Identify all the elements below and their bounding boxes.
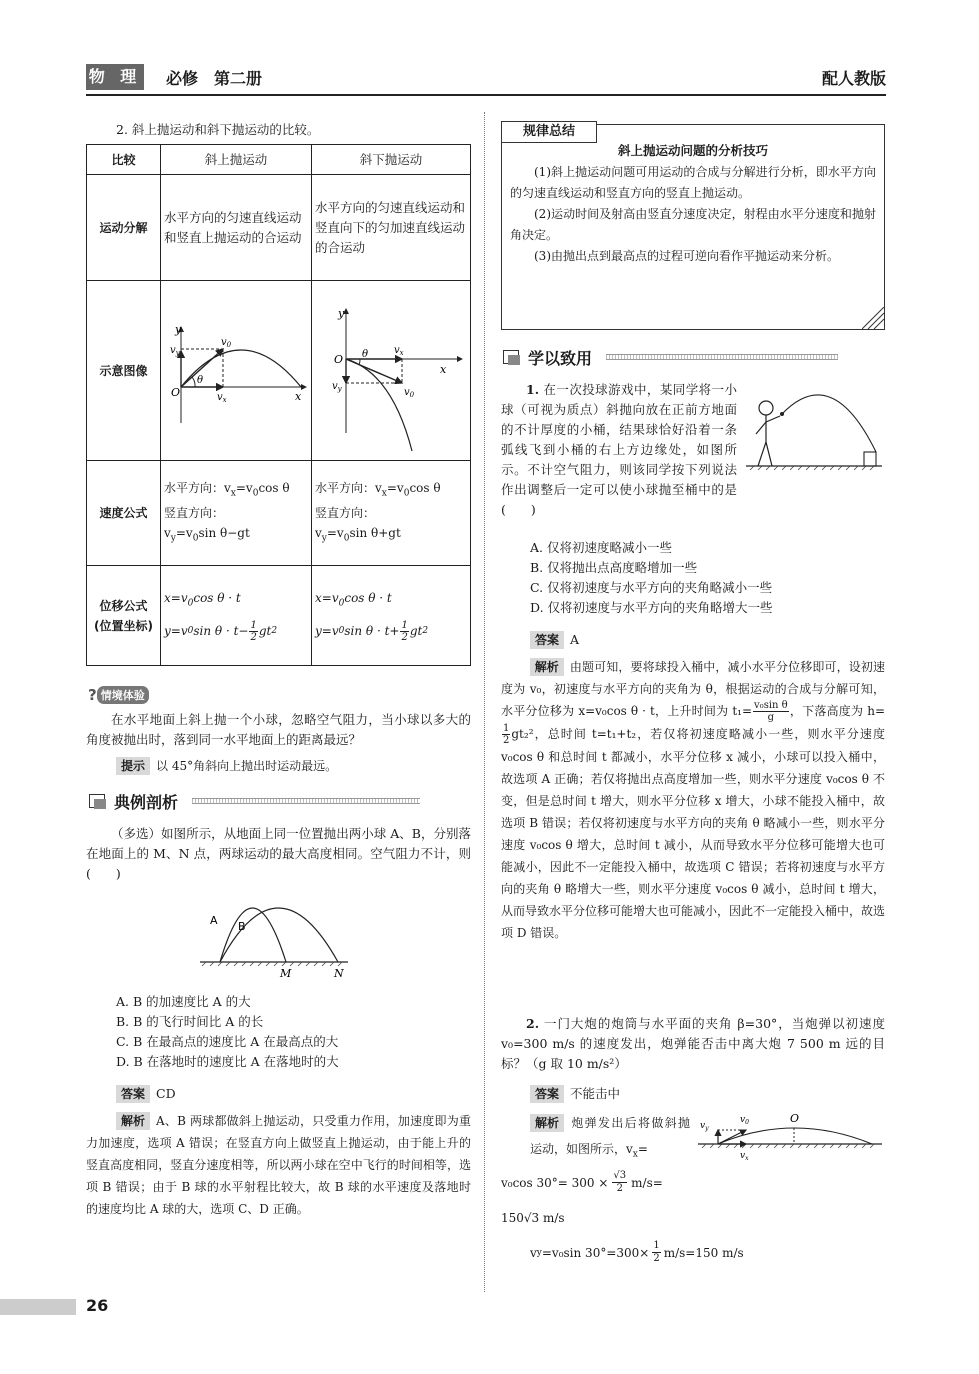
- fraction: $\frac{\text{v₀sin θ}}{g}$: [754, 700, 788, 723]
- table-header-cell: 斜下抛运动: [312, 145, 471, 175]
- axis-label-x: x: [440, 362, 447, 376]
- column-divider: [484, 112, 485, 1292]
- example-options: [116, 992, 471, 1072]
- hint-text: 以 45°角斜向上抛出时运动最远。: [156, 759, 338, 773]
- q2-equation-2: 150√3 m/s: [501, 1211, 565, 1225]
- analysis-text: gt₂²，总时间 t=t₁+t₂，若: [511, 727, 664, 741]
- option: C. B 在最高点的速度比 A 在最高点的大: [116, 1034, 339, 1049]
- two-ball-trajectory-figure: [196, 880, 356, 980]
- oblique-downward-diagram: [312, 283, 467, 459]
- ground-hatch: [750, 466, 874, 470]
- fraction: $\frac{1}{2}$: [653, 1240, 660, 1264]
- example-answer: [116, 1084, 176, 1104]
- label-a: A: [210, 914, 218, 927]
- angle-arc: [359, 359, 360, 365]
- v0-vector: [718, 1130, 746, 1144]
- page-header: [86, 60, 886, 96]
- q2-number: 2.: [526, 1016, 540, 1031]
- q2-equation-3: v y =v₀sin 30°=300× $\frac{1}{2}$ m/s=150 m/s: [530, 1240, 744, 1264]
- answer-tag: 答案: [530, 631, 564, 649]
- table-cell: 水平方向：$v_x=v_0\cos$ θ 竖直方向： $v_y=v_0\sin$ θ+gt: [312, 461, 471, 566]
- table-row: [87, 175, 471, 281]
- option: A. 仅将初速度略减小一些: [530, 540, 672, 555]
- analysis-text: 仅将初速度略减小一些，则水平分速度 v₀cos θ 和总时间 t 都减小，水平分位移 x 减小，小球可以投入桶中，故选项 A 正确；若仅将抛出点高度增加一些，则水平分速度 v₀cos θ 不变，但是总时间 t 增大，则水平分位移 x 增大，小球不能投入桶中，故选项 B 错误；若仅将初速度与水平方向的夹角 θ 略减小一些，则水平分速度 v₀cos θ 增大，总时间 t 减小，从而导致水平分位移可能增大也可能减小，因此不一定能投入桶中，故选项 C 错误；若将初速度与水平方向的夹角 θ 略增大一些，则水平分速度 v₀cos θ 减小，总时间 t 增大，从而导致水平分位移可能增大也可能减小，因此不一定能投入桶中，故选项 D 错误。: [501, 727, 886, 940]
- section-icon: [89, 794, 105, 808]
- q1-answer: [530, 630, 579, 650]
- answer-text: 不能击中: [570, 1086, 621, 1101]
- fraction: $\frac{1}{2}$: [503, 723, 510, 746]
- table-cell: $x=v_0\cos$ θ · t y=v 0 sin θ · t+ $\frac{1}{2}$ gt 2: [312, 566, 471, 666]
- angle-arc: [192, 377, 195, 387]
- q2-equation-1: [501, 1170, 663, 1195]
- q2-text: [501, 1014, 885, 1074]
- hint-tag: 提示: [116, 757, 150, 775]
- label-theta: θ: [197, 374, 204, 386]
- answer-tag: 答案: [530, 1085, 564, 1103]
- row-label: 速度公式: [87, 461, 161, 566]
- example-text: （多选）如图所示，从地面上同一位置抛出两小球 A、B，分别落在地面上的 M、N 点，两球运动的最大高度相同。空气阻力不计，则( ): [86, 826, 472, 881]
- scenario-heading: [88, 686, 149, 704]
- q2-answer: [530, 1084, 620, 1104]
- label-m: M: [280, 967, 292, 980]
- section-rule: [192, 798, 420, 804]
- page-footer-bar: [0, 1299, 76, 1315]
- analysis-text: 炮弹发出后将做斜抛运动，如图所示，v: [530, 1116, 690, 1156]
- row-label: 示意图像: [87, 281, 161, 461]
- analysis-text: ，下落高度为 h=: [789, 704, 885, 718]
- fraction: $\frac{√3}{2}$: [613, 1170, 627, 1194]
- q2-body: 一门大炮的炮筒与水平面的夹角 β=30°，当炮弹以初速度 v₀=300 m/s 的速度发出，炮弹能否击中离大炮 7 500 m 远的目标？（g 取 10 m/s²）: [501, 1016, 885, 1071]
- table-header-cell: 比较: [87, 145, 161, 175]
- trajectory: [718, 1128, 872, 1144]
- book-title: 必修 第二册: [166, 69, 263, 88]
- q1-body: 在一次投球游戏中，某同学将一小球（可视为质点）斜抛向放在正前方地面的不计厚度的小桶，结果球恰好沿着一条弧线飞到小桶的右上方边缘处，如图所示。不计空气阻力，则该同学按下列说法作出调整后一定可以使小球抛至桶中的是( ): [501, 382, 737, 517]
- question-icon: ?: [88, 686, 97, 704]
- analysis-tag: 解析: [530, 658, 564, 676]
- option: C. 仅将初速度与水平方向的夹角略减小一些: [530, 580, 773, 595]
- stick-figure: [756, 401, 780, 466]
- answer-text: A: [570, 632, 580, 647]
- label-n: N: [334, 967, 344, 980]
- table-header-row: [87, 145, 471, 175]
- rule-item: (3)由抛出点到最高点的过程可逆向看作平抛运动来分析。: [534, 249, 840, 263]
- trajectory-b: [220, 908, 338, 962]
- label-vy: $v_y$: [700, 1121, 709, 1132]
- example-analysis: [86, 1110, 471, 1220]
- label-origin: O: [171, 385, 181, 399]
- answer-text: CD: [156, 1086, 176, 1101]
- table-cell: [161, 281, 312, 461]
- label-vx: $v_x$: [217, 391, 227, 404]
- practice-title: 学以致用: [528, 349, 593, 368]
- table-title: 2. 斜上抛运动和斜下抛运动的比较。: [116, 122, 320, 137]
- hint: [116, 756, 471, 776]
- section-icon: [503, 350, 519, 364]
- q1-options: [530, 538, 884, 618]
- page-number: 26: [86, 1296, 109, 1315]
- label-b: B: [238, 920, 246, 933]
- rule-item: (1)斜上抛运动问题可用运动的合成与分解进行分析，即水平方向的匀速直线运动和竖直方向的竖直上抛运动。: [510, 165, 876, 200]
- comparison-table: [86, 144, 471, 666]
- v0-vector: [346, 359, 402, 383]
- option: B. B 的飞行时间比 A 的长: [116, 1014, 264, 1029]
- label-v0: $v_0$: [404, 386, 415, 399]
- equation-text: m/s=: [631, 1175, 663, 1190]
- label-vy: $v_y$: [170, 344, 180, 357]
- q2-analysis: 解析 炮弹发出后将做斜抛运动，如图所示，$v_x=$: [530, 1116, 690, 1160]
- axis-label-y: y: [338, 306, 345, 320]
- section-rule: [606, 354, 838, 360]
- analysis-text: 由题可知，要将球投入桶中，减小水平分位移即可，设初速度为 v₀，初速度与水平方向的夹角为 θ，根据运动的合成与分解可知，水平分位移为 x=v₀cos θ · t，上升时间为 t₁=: [501, 660, 885, 718]
- answer-tag: 答案: [116, 1085, 150, 1103]
- label-vx: $v_x$: [394, 344, 404, 357]
- rule-items: [510, 162, 876, 267]
- ball-toss-figure: [742, 380, 884, 472]
- option: D. B 在落地时的速度比 A 在落地时的大: [116, 1054, 339, 1069]
- label-vy: $v_y$: [332, 380, 342, 393]
- subject-label: 物 理: [86, 64, 144, 90]
- table-cell: 水平方向：$v_x=v_0\cos$ θ 竖直方向： $v_y=v_0\sin$ θ−gt: [161, 461, 312, 566]
- oblique-upward-diagram: [161, 283, 311, 459]
- analysis-text: A、B 两球都做斜上抛运动，只受重力作用，加速度即为重力加速度，选项 A 错误；在竖直方向上做竖直上抛运动，由于能上升的竖直高度相同，竖直分速度相等，所以两小球在空中飞行的时间相等，选项 B 错误；由于 B 球的水平射程比较大，故 B 球的水平速度及落地时的速度均比 A 球的大，选项 C、D 正确。: [86, 1114, 471, 1216]
- option: B. 仅将抛出点高度略增加一些: [530, 560, 698, 575]
- example-title: 典例剖析: [114, 793, 179, 812]
- label-vx: $v_x$: [740, 1151, 749, 1162]
- label-v0: $v_0$: [221, 336, 232, 349]
- q1-text: [501, 380, 737, 520]
- label-origin: O: [334, 352, 344, 366]
- table-header-cell: 斜上抛运动: [161, 145, 312, 175]
- cannon-figure: [694, 1108, 886, 1164]
- q1-number: 1.: [526, 382, 540, 397]
- trajectory-a: [220, 908, 286, 962]
- label-theta: θ: [362, 348, 369, 360]
- axis-label-y: y: [175, 322, 182, 336]
- table-cell: 水平方向的匀速直线运动和竖直向下的匀加速直线运动的合运动: [312, 175, 471, 281]
- q1-analysis: [501, 656, 885, 944]
- table-cell: $x=v_0\cos$ θ · t y=v 0 sin θ · t− $\frac{1}{2}$ gt 2: [161, 566, 312, 666]
- bucket: [864, 452, 876, 466]
- rule-title: 斜上抛运动问题的分析技巧: [617, 143, 768, 158]
- row-label: 运动分解: [87, 175, 161, 281]
- scenario-tag: 情境体验: [97, 686, 149, 704]
- label-origin: O: [790, 1112, 800, 1125]
- axis-label-x: x: [295, 389, 302, 403]
- row-label: 位移公式 (位置坐标): [87, 566, 161, 666]
- edition-label: 配人教版: [821, 69, 886, 88]
- ball-path: [782, 395, 876, 452]
- table-row: [87, 566, 471, 666]
- corner-fold: [862, 307, 884, 329]
- table-row: [87, 281, 471, 461]
- table-row: [87, 461, 471, 566]
- rule-item: (2)运动时间及射高由竖直分速度决定，射程由水平分速度和抛射角决定。: [510, 207, 876, 242]
- table-cell: 水平方向的匀速直线运动和竖直上抛运动的合运动: [161, 175, 312, 281]
- rule-tag: 规律总结: [501, 121, 597, 143]
- label-v0: $v_0$: [740, 1115, 749, 1126]
- option: D. 仅将初速度与水平方向的夹角略增大一些: [530, 600, 773, 615]
- scenario-text: 在水平地面上斜上抛一个小球，忽略空气阻力，当小球以多大的角度被抛出时，落到同一水平地面上的距离最远？: [86, 712, 471, 747]
- analysis-tag: 解析: [116, 1112, 150, 1130]
- option: A. B 的加速度比 A 的大: [116, 994, 251, 1009]
- equation-text: v₀cos 30°= 300 ×: [501, 1175, 609, 1190]
- table-cell: [312, 281, 471, 461]
- analysis-tag: 解析: [530, 1114, 564, 1132]
